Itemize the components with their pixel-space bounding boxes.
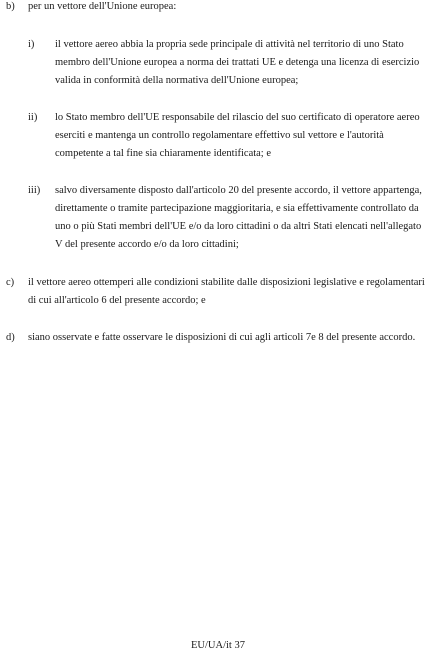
subitem-text: valida in conformità della normativa dell'Unione europea; — [55, 75, 299, 86]
subitem-text: uno o più Stati membri dell'UE e/o da loro cittadini o da altri Stati elencati nell'allegato — [55, 221, 422, 232]
page-footer: EU/UA/it 37 — [191, 640, 245, 651]
item-marker: b) — [6, 1, 15, 12]
subitem-text: V del presente accordo e/o da loro cittadini; — [55, 239, 239, 250]
subitem-marker: i) — [28, 39, 35, 50]
subitem-text: il vettore aereo abbia la propria sede principale di attività nel territorio di uno Stato — [55, 39, 404, 50]
subitem-text: eserciti e mantenga un controllo regolamentare effettivo sul vettore e l'autorità — [55, 130, 384, 141]
item-text: siano osservate e fatte osservare le disposizioni di cui agli articoli 7e 8 del presente accordo. — [28, 332, 416, 343]
subitem-marker: iii) — [28, 185, 41, 196]
item-text: di cui all'articolo 6 del presente accordo; e — [28, 295, 206, 306]
item-marker: d) — [6, 332, 15, 343]
subitem-text: competente a tal fine sia chiaramente identificata; e — [55, 148, 272, 159]
subitem-marker: ii) — [28, 112, 38, 123]
subitem-text: lo Stato membro dell'UE responsabile del rilascio del suo certificato di operatore aereo — [55, 112, 420, 123]
item-marker: c) — [6, 277, 15, 288]
item-text: per un vettore dell'Unione europea: — [28, 1, 177, 12]
subitem-text: salvo diversamente disposto dall'articolo 20 del presente accordo, il vettore appartenga, — [55, 185, 422, 196]
subitem-text: direttamente o tramite partecipazione maggioritaria, e sia effettivamente controllato da — [55, 203, 419, 214]
item-text: il vettore aereo ottemperi alle condizioni stabilite dalle disposizioni legislative e regolamentari — [28, 277, 425, 288]
subitem-text: membro dell'Unione europea a norma dei trattati UE e detenga una licenza di esercizio — [55, 57, 420, 68]
